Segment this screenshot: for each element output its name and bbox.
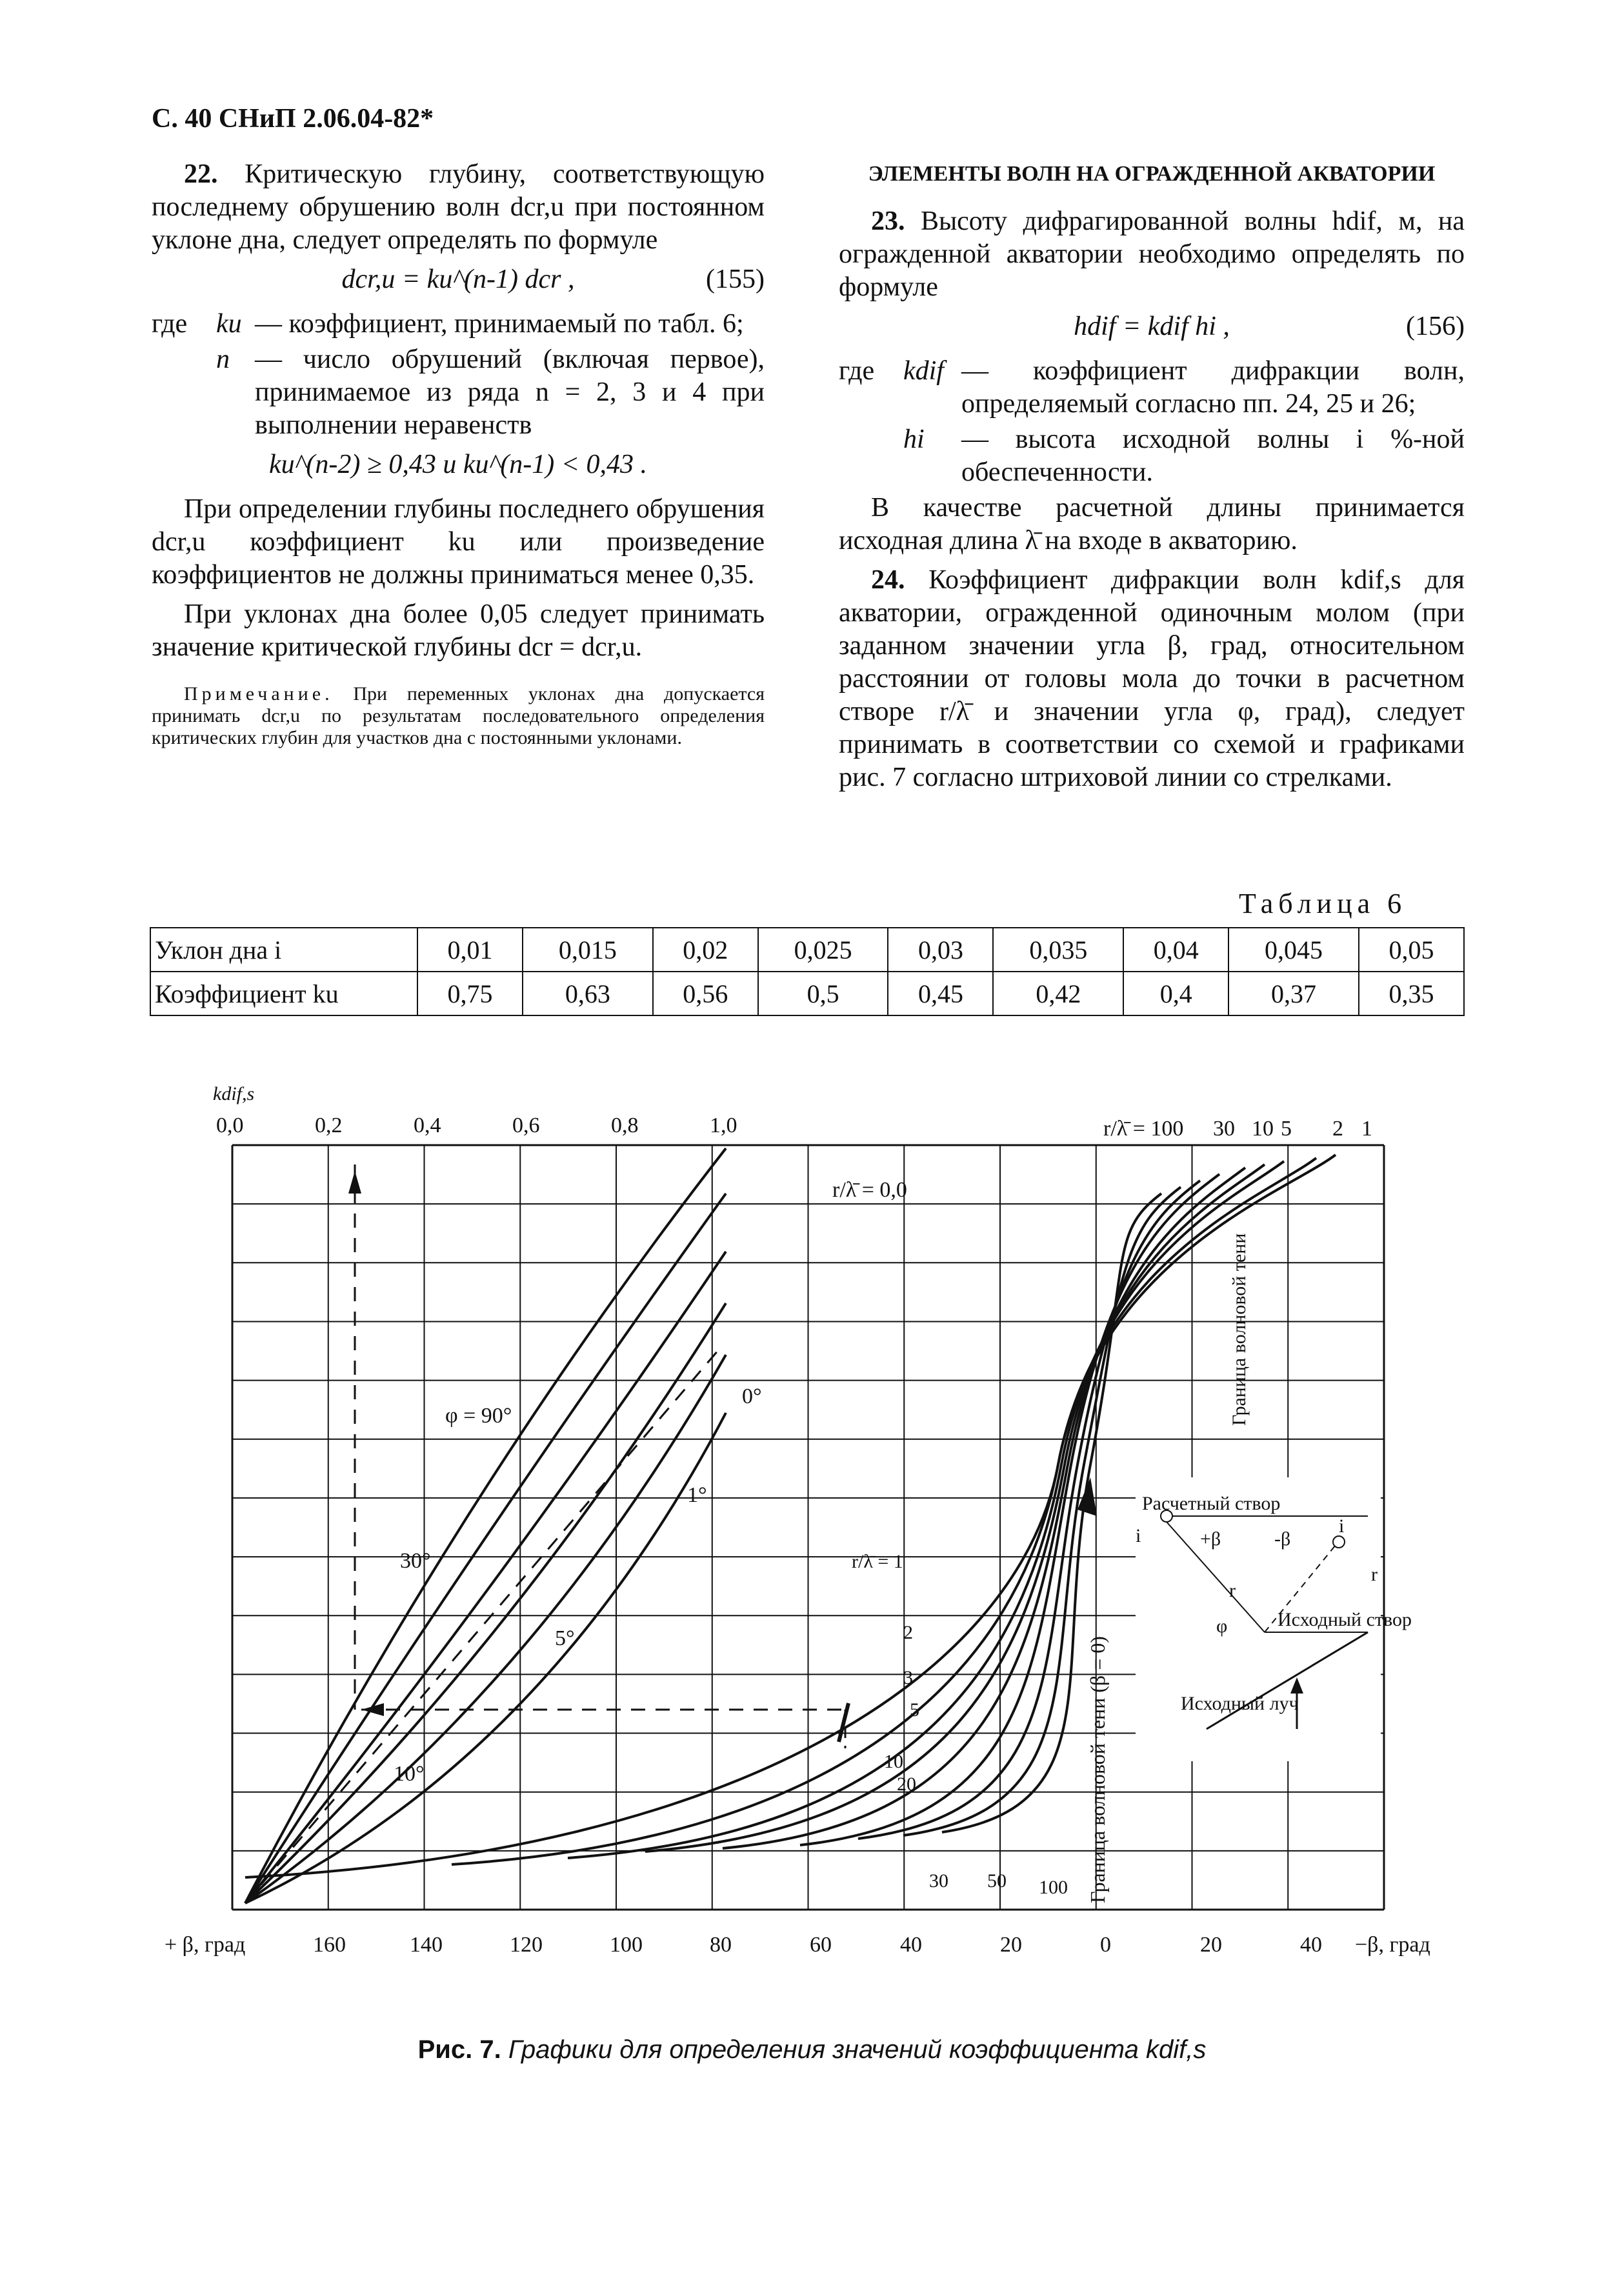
table-row	[150, 972, 1464, 1015]
bottom-tick-label: 160	[313, 1933, 346, 1957]
bottom-tick-label: 40	[900, 1933, 922, 1957]
table-cell: 0,015	[523, 928, 653, 972]
phi-curve	[245, 1355, 726, 1903]
table-cell: 0,035	[993, 928, 1123, 972]
top-tick-label: 0,2	[315, 1114, 343, 1137]
scheme-label-phi: φ	[1216, 1615, 1228, 1637]
phi-curve	[245, 1252, 726, 1903]
r-lambda-bottom-label: 50	[987, 1870, 1007, 1892]
axis-title-kdif: kdif,s	[213, 1083, 255, 1104]
table-cell: 0,45	[888, 972, 993, 1015]
r-lambda-bottom-label: 2	[903, 1622, 913, 1643]
table-cell: 0,045	[1228, 928, 1359, 972]
bottom-tick-label: 40	[1300, 1933, 1322, 1957]
scheme-label-initial-section: Исходный створ	[1278, 1609, 1412, 1630]
formula-156: hdif = kdif hi , (156)	[1074, 312, 1465, 341]
paragraph-22: 22. Критическую глубину, соответствующую последнему обрушению волн dcr,u при постоянном уклоне дна, следует определять по формуле	[152, 159, 765, 255]
phi-label: 10°	[394, 1762, 425, 1786]
formula-155: dcr,u = ku^(n-1) dcr , (155)	[341, 265, 765, 294]
r-lambda-label: r/λ̄ = 0,0	[832, 1178, 907, 1202]
scheme-label-i-left: i	[1136, 1525, 1141, 1546]
vertical-label-shadow: Граница волновой тени	[1228, 1233, 1250, 1426]
bottom-tick-label: 20	[1200, 1933, 1222, 1957]
phi-curve	[245, 1194, 726, 1903]
table-cell: 0,75	[417, 972, 523, 1015]
bottom-tick-label: 140	[410, 1933, 443, 1957]
scheme-label-design-section: Расчетный створ	[1142, 1493, 1281, 1514]
page-header: С. 40 СНиП 2.06.04-82*	[152, 104, 434, 134]
paragraph-slopes: При уклонах дна более 0,05 следует принимать значение критической глубины dcr = dcr,u.	[152, 599, 765, 662]
scheme-label-minus-beta: -β	[1274, 1528, 1291, 1550]
table-cell: 0,42	[993, 972, 1123, 1015]
right-column	[839, 158, 1465, 801]
top-tick-label: 0,4	[414, 1114, 441, 1137]
arrow-up	[348, 1171, 361, 1194]
section-heading: ЭЛЕМЕНТЫ ВОЛН НА ОГРАЖДЕННОЙ АКВАТОРИИ	[868, 162, 1436, 186]
table-row-header: Уклон дна i	[150, 928, 417, 972]
phi-label: φ = 90°	[445, 1404, 512, 1428]
vertical-label-boundary: Граница волновой тени (β = 0)	[1086, 1636, 1109, 1903]
paragraph-length: В качестве расчетной длины принимается исходная длина λ̄ на входе в акваторию.	[839, 493, 1465, 555]
r-lambda-bottom-label: r/λ̄ = 1	[852, 1551, 903, 1572]
scheme-label-i-right: i	[1339, 1515, 1345, 1537]
where-kdif: где kdif — коэффициент дифракции волн, определяемый согласно пп. 24, 25 и 26;	[839, 356, 1465, 419]
condition-inequality: ku^(n-2) ≥ 0,43 и ku^(n-1) < 0,43 .	[268, 450, 648, 479]
scheme-point-i-right	[1333, 1536, 1345, 1548]
top-tick-label: 0,0	[216, 1114, 244, 1137]
r-lambda-top-label: 5	[1281, 1117, 1292, 1141]
r-lambda-bottom-label: 20	[897, 1773, 916, 1795]
bottom-tick-label: 60	[810, 1933, 832, 1957]
bottom-axis-title-minus: −β, град	[1355, 1933, 1430, 1957]
scheme-label-r-outer: r	[1371, 1564, 1378, 1585]
bottom-tick-label: 0	[1100, 1933, 1111, 1957]
r-lambda-bottom-label: 10	[884, 1751, 903, 1772]
table-cell: 0,5	[758, 972, 888, 1015]
figure-7-chart	[0, 1064, 1624, 2000]
table-cell: 0,35	[1359, 972, 1464, 1015]
table-caption: Таблица 6	[1239, 888, 1407, 919]
bottom-tick-label: 80	[710, 1933, 732, 1957]
bottom-tick-label: 100	[610, 1933, 643, 1957]
scheme-label-initial-ray: Исходный луч	[1181, 1693, 1299, 1714]
phi-label: 0°	[742, 1384, 762, 1408]
where-n: n — число обрушений (включая первое), принимаемое из ряда n = 2, 3 и 4 при выполнении неравенств	[216, 345, 765, 440]
r-lambda-top-label: 30	[1213, 1117, 1235, 1141]
top-tick-label: 0,6	[512, 1114, 540, 1137]
r-lambda-bottom-label: 5	[910, 1699, 919, 1721]
bottom-tick-label: 120	[510, 1933, 543, 1957]
r-lambda-top-label: 10	[1252, 1117, 1274, 1141]
table-cell: 0,05	[1359, 928, 1464, 972]
bottom-tick-label: 20	[1000, 1933, 1022, 1957]
where-hi: hi — высота исходной волны i %-ной обеспеченности.	[903, 425, 1465, 487]
scheme-label-r-inner: r	[1229, 1580, 1236, 1601]
table-cell: 0,03	[888, 928, 993, 972]
table-6	[150, 927, 1465, 1016]
table-cell: 0,025	[758, 928, 888, 972]
table-cell: 0,4	[1123, 972, 1228, 1015]
paragraph-23: 23. Высоту дифрагированной волны hdif, м, на огражденной акватории необходимо определять по формуле	[839, 206, 1465, 302]
scheme-label-plus-beta: +β	[1200, 1528, 1221, 1550]
r-lambda-bottom-label: 30	[929, 1870, 948, 1892]
bottom-axis-title-plus: + β, град	[165, 1933, 246, 1957]
paragraph-last-break: При определении глубины последнего обрушения dcr,u коэффициент ku или произведение коэффициентов не должны приниматься менее 0,35.	[152, 494, 765, 590]
phi-label: 1°	[687, 1483, 707, 1507]
left-column	[152, 158, 765, 768]
phi-label: 30°	[400, 1549, 431, 1573]
top-tick-label: 0,8	[611, 1114, 639, 1137]
table-cell: 0,56	[653, 972, 758, 1015]
phi-label: 5°	[555, 1626, 575, 1650]
r-lambda-top-label: 1	[1361, 1117, 1372, 1141]
figure-7	[0, 1064, 1624, 2000]
table-cell: 0,02	[653, 928, 758, 972]
r-lambda-top-label: r/λ̄ = 100	[1103, 1117, 1184, 1141]
table-row-header: Коэффициент ku	[150, 972, 417, 1015]
figure-caption: Рис. 7. Графики для определения значений коэффициента kdif,s	[417, 2035, 1207, 2064]
table-cell: 0,63	[523, 972, 653, 1015]
table-cell: 0,01	[417, 928, 523, 972]
table-row	[150, 928, 1464, 972]
r-lambda-bottom-label: 100	[1039, 1877, 1068, 1898]
r-lambda-bottom-label: 3	[903, 1667, 913, 1688]
note: Примечание. При переменных уклонах дна допускается принимать dcr,u по результатам последовательного определения критических глубин для участков дна с постоянными уклонами.	[152, 683, 765, 748]
table-cell: 0,37	[1228, 972, 1359, 1015]
paragraph-24: 24. Коэффициент дифракции волн kdif,s для акватории, огражденной одиночным молом (при заданном значении угла β, град, относительном расстоянии от головы мола до точки в расчетном створе r/λ̄ и значении угла φ, град), следует принимать в соответствии со схемой и графиками рис. 7 согласно штриховой линии со стрелками.	[839, 565, 1465, 792]
table-cell: 0,04	[1123, 928, 1228, 972]
top-tick-label: 1,0	[710, 1114, 737, 1137]
where-ku: где ku — коэффициент, принимаемый по табл. 6;	[152, 309, 744, 339]
dashed-guide-diagonal	[245, 1345, 723, 1903]
r-lambda-top-label: 2	[1332, 1117, 1343, 1141]
